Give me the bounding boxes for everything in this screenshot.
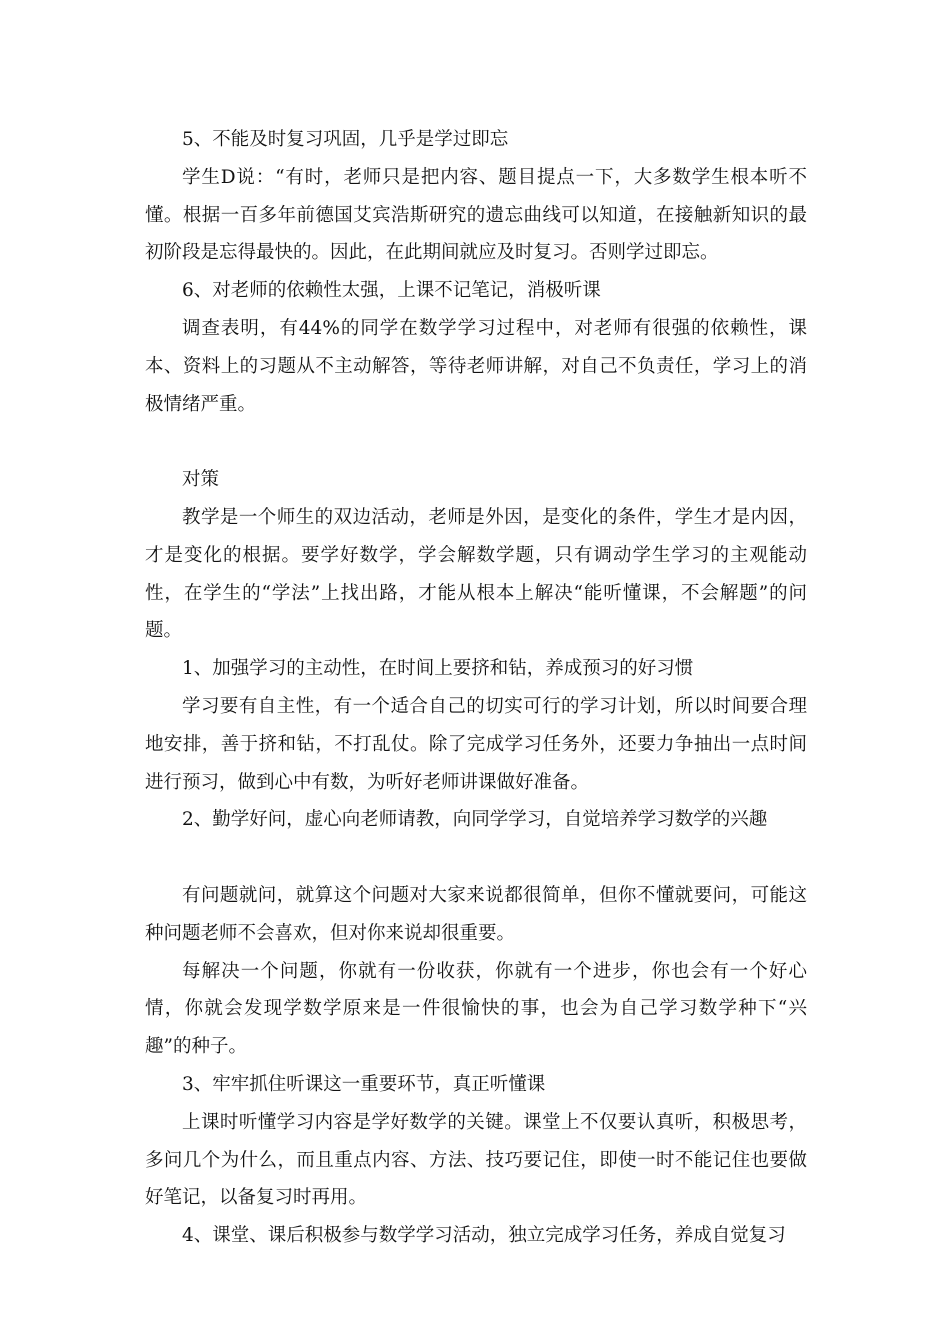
spacer (145, 423, 807, 461)
heading-5: 5、不能及时复习巩固，几乎是学过即忘 (182, 129, 509, 150)
heading-6: 6、对老师的依赖性太强，上课不记笔记，消极听课 (182, 280, 601, 302)
paragraph-autonomy: 学习要有自主性，有一个适合自己的切实可行的学习计划，所以时间要合理地安排，善于挤和钻，不打乱仗。除了完成学习任务外，还要力争抽出一点时间进行预习，做到心中有数，为听好老师讲课做好准备。 (145, 695, 807, 793)
paragraph-student-d: 学生D说：“有时，老师只是把内容、题目提点一下，大多数学生根本听不懂。根据一百多年前德国艾宾浩斯研究的遗忘曲线可以知道，在接触新知识的最初阶段是忘得最快的。因此，在此期间就应及时复习。否则学过即忘。 (145, 166, 807, 264)
paragraph-teaching: 教学是一个师生的双边活动，老师是外因，是变化的条件，学生才是内因，才是变化的根据。要学好数学，学会解数学题，只有调动学生学习的主观能动性，在学生的“学法”上找出路，才能从根本上解决“能听懂课，不会解题”的问题。 (145, 506, 807, 642)
paragraph-interest: 每解决一个问题，你就有一份收获，你就有一个进步，你也会有一个好心情，你就会发现学数学原来是一件很愉快的事，也会为自己学习数学种下“兴趣”的种子。 (145, 960, 807, 1058)
paragraph-listening: 上课时听懂学习内容是学好数学的关键。课堂上不仅要认真听，积极思考，多问几个为什么，而且重点内容、方法、技巧要记住，即使一时不能记住也要做好笔记，以备复习时再用。 (145, 1111, 807, 1209)
section-title-countermeasures: 对策 (182, 469, 220, 491)
heading-4: 4、课堂、课后积极参与数学学习活动，独立完成学习任务，养成自觉复习 (182, 1225, 786, 1247)
heading-1: 1、加强学习的主动性，在时间上要挤和钻，养成预习的好习惯 (182, 658, 694, 680)
paragraph-survey: 调查表明，有44%的同学在数学学习过程中，对老师有很强的依赖性，课本、资料上的习题从不主动解答，等待老师讲解，对自己不负责任，学习上的消极情绪严重。 (145, 317, 807, 415)
document-body (145, 121, 807, 1255)
heading-2: 2、勤学好问，虚心向老师请教，向同学学习，自觉培养学习数学的兴趣 (182, 809, 768, 831)
heading-3: 3、牢牢抓住听课这一重要环节，真正听懂课 (182, 1073, 546, 1095)
spacer (145, 839, 807, 877)
paragraph-ask-questions: 有问题就问，就算这个问题对大家来说都很简单，但你不懂就要问，可能这种问题老师不会喜欢，但对你来说却很重要。 (145, 884, 807, 944)
